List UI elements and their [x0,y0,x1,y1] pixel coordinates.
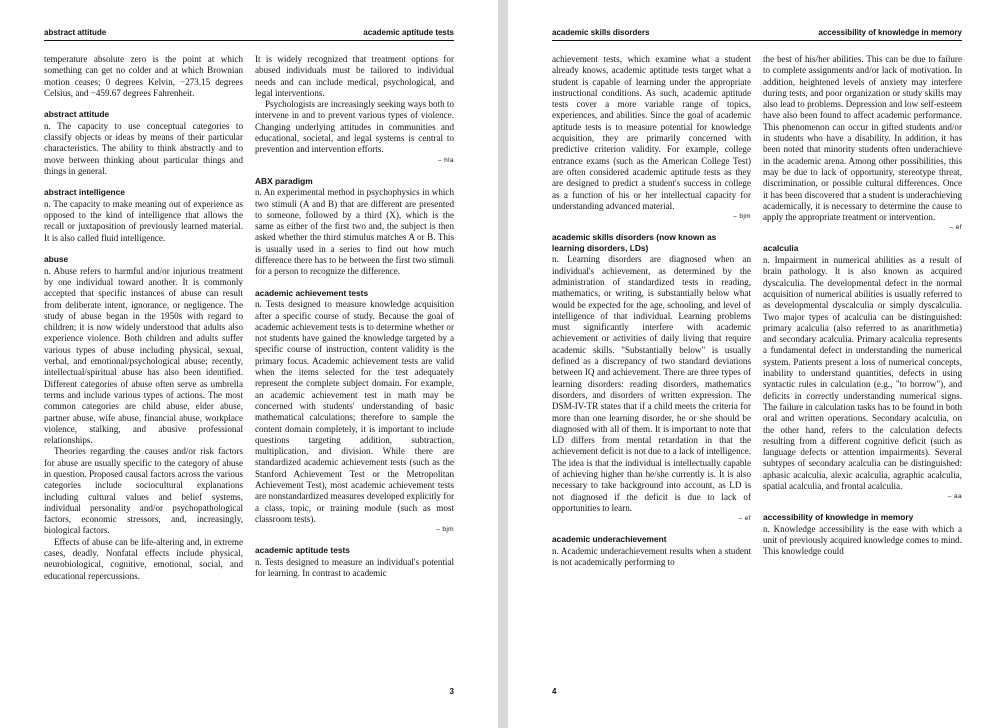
text-columns [552,54,962,682]
headword-abstract-intelligence: abstract intelligence [44,187,125,198]
running-head [552,28,962,41]
author-initials: – bjm [733,213,751,221]
entry-text: n. Abuse refers to harmful and/or injurious treatment by one individual toward another. It is commonly accepted that specific instances of abuse can result from deliberate intent, ignorance, or negligence. The study of abuse began in the 1950s with regard to children; it is now widely understood that adults also experience violence. Both children and adults suffer various types of abuse including physical, sexual, verbal, and emotional/psychological abuse; recently, intellectual/spiritual abuse has also been identified. Different categories of abuse often serve as umbrella terms and include various types of actions. The most common categories are child abuse, elder abuse, partner abuse, wife abuse, financial abuse, workplace violence, stalking, and abusive professional relationships. [44,265,243,446]
entry-text: temperature absolute zero is the point at which something can get no colder and at which Brownian motion ceases; 0 degrees Kelvin, −273.15 degrees Celsius, and −459.67 degrees Fahrenheit. [44,54,243,98]
entry-text: n. Learning disorders are diagnosed when an individual's achievement, as determined by the administration of standardized tests in reading, mathematics, or writing, is substantially below what would be expected for the age, schooling, and level of intelligence of that individual. Learning problems must significantly interfere with academic achievement or activities of daily living that require academic skills. "Substantially below" is usually defined as a discrepancy of two standard deviations between IQ and achievement. There are three types of learning disorders: reading disorders, mathematics disorders, and disorders of written expression. The DSM-IV-TR states that if a child meets the criteria for more than one learning disorder, he or she should be diagnosed with all of them. It is important to note that LD differs from mental retardation in that the achievement deficit is not due to a lack of intelligence. The idea is that the individual is intellectually capable of achieving higher than he/she currently is. It is also necessary to take background into account, as LD is not diagnosed if the deficit is due to lack of opportunities to learn. [552,254,751,513]
running-head-left: abstract attitude [44,28,107,37]
running-head-left: academic skills disorders [552,28,650,37]
column-2 [763,54,962,682]
page-number: 4 [552,687,557,696]
entry-text: the best of his/her abilities. This can be due to failure to complete assignments and/or lack of motivation. In addition, heightened levels of anxiety may interfere during tests, and poor organization or study skills may also lead to problems. Depression and low self-esteem have also been found to affect academic performance. This phenomenon can occur in gifted students and/or in students who have a disability. In addition, it has been noted that minority students often underachieve in the academic arena. Among other possibilities, this may be due to lack of opportunity, stereotype threat, discrimination, or possible cultural differences. Once it has been discovered that a student is underachieving academically, it is necessary to determine the cause to apply the appropriate treatment or intervention. [763,54,962,223]
entry-text: Effects of abuse can be life-altering and, in extreme cases, deadly. Nonfatal effects include physical, neurobiological, cognitive, emotional, social, and educational repercussions. [44,536,243,581]
headword-accessibility-of-knowledge: accessibility of knowledge in memory [763,512,914,523]
headword-academic-skills-disorders: academic skills disorders (now known as learning disorders, LDs) [552,232,717,253]
entry-text: n. The capacity to make meaning out of experience as opposed to the kind of intelligence that allows the recall or juxtaposition of previously learned material. It is also called fluid intelligence. [44,198,243,243]
author-initials: – hla [437,156,454,164]
entry-text: n. Academic underachievement results when a student is not academically performing to [552,545,751,568]
author-initials: – ef [738,515,751,523]
entry-text: n. An experimental method in psychophysics in which two stimuli (A and B) that are different are presented to someone, followed by a third (X), which is the same as either of the first two and, the subject is then asked whether the third stimulus matches A or B. This is usually used in a series to find out how much difference there has to be between the first two stimuli for a person to recognize the difference. [255,187,454,277]
column-1 [44,54,243,682]
author-initials: – aa [947,493,962,501]
entry-text: n. Tests designed to measure knowledge acquisition after a specific course of study. Because the goal of academic achievement tests is to determine whether or not students have gained the knowledge targeted by a specific course of instruction, content validity is the primary focus. Academic achievement tests are valid when the items selected for the test adequately represent the complete subject domain. For example, an academic achievement test in math may be concerned with students' understanding of basic mathematical calculations; therefore to sample the content domain completely, it is important to include questions targeting addition, subtraction, multiplication, and division. While there are standardized academic achievement tests (such as the Stanford Achievement Test or the Metropolitan Achievement Test), most academic achievement tests are nonstandardized measures developed explicitly for a class, topic, or training module (such as most classroom tests). [255,299,454,524]
column-1 [552,54,751,682]
entry-text: achievement tests, which examine what a student already knows, academic aptitude tests target what a student is capable of learning under the appropriate instructional conditions. As such, academic aptitude tests cover a more variable range of topics, experiences, and abilities. Since the goal of academic aptitude tests is to measure potential for knowledge acquisition, they are primarily concerned with predictive criterion validity. For example, college entrance exams (such as the American College Test) are often considered academic aptitude tests as they are designed to predict a student's success in college as a function of his or her intellectual capacity for understanding advanced material. [552,54,751,211]
entry-text: n. Knowledge accessibility is the ease with which a unit of previously acquired knowledge comes to mind. This knowledge could [763,523,962,557]
author-initials: – ef [949,224,962,232]
headword-academic-underachievement: academic underachievement [552,534,667,545]
running-head-right: accessibility of knowledge in memory [818,28,962,37]
running-head [44,28,454,41]
headword-acalculia: acalculia [763,243,799,254]
left-page [0,0,498,728]
headword-abx-paradigm: ABX paradigm [255,175,313,186]
entry-text: n. Tests designed to measure an individual's potential for learning. In contrast to academic [255,556,454,579]
entry-text: Theories regarding the causes and/or risk factors for abuse are usually specific to the category of abuse in question. Proposed causal factors across the various categories include sociocultural explanations including cultural values and belief systems, individual personality and/or psychopathological factors, economic stressors, and, increasingly, biological factors. [44,446,243,536]
running-head-right: academic aptitude tests [363,28,454,37]
headword-abstract-attitude: abstract attitude [44,109,110,120]
headword-academic-aptitude-tests: academic aptitude tests [255,545,350,556]
entry-text: Psychologists are increasingly seeking ways both to intervene in and to prevent various types of violence. Changing underlying attitudes in communities and educational, societal, and legal systems is central to prevention and intervention efforts. [255,99,454,155]
page-number: 3 [449,687,454,696]
entry-text: n. The capacity to use conceptual categories to classify objects or ideas by means of their particular characteristics. The ability to think abstractly and to move between thinking about particular things and things in general. [44,120,243,176]
headword-abuse: abuse [44,254,69,265]
entry-text: It is widely recognized that treatment options for abused individuals must be tailored to individual needs and can include medical, psychological, and legal interventions. [255,54,454,98]
headword-academic-achievement-tests: academic achievement tests [255,287,369,298]
text-columns [44,54,454,682]
entry-text: n. Impairment in numerical abilities as a result of brain pathology. It is also known as acquired dyscalculia. The developmental defect in the normal acquisition of numerical abilities is usually referred to as developmental dyscalculia or simply dyscalculia. Two major types of acalculia can be distinguished: primary acalculia (also referred to as anarithmetia) and secondary acalculia. Primary acalculia represents a fundamental defect in understanding the numerical system. Patients present a loss of numerical concepts, inability to understand quantities, defects in using syntactic rules in calculation (e.g., "to borrow"), and deficits in correctly understanding numerical signs. The failure in calculation tasks has to be found in both oral and written operations. Secondary acalculia, on the other hand, refers to the calculation defects resulting from a different cognitive deficit (such as language defects or attention impairments). Several subtypes of secondary acalculia can be distinguished: aphasic acalculia, alexic acalculia, agraphic acalculia, spatial acalculia, and frontal acalculia. [763,255,962,491]
right-page [508,0,1006,728]
column-2 [255,54,454,682]
author-initials: – bjm [436,526,454,534]
